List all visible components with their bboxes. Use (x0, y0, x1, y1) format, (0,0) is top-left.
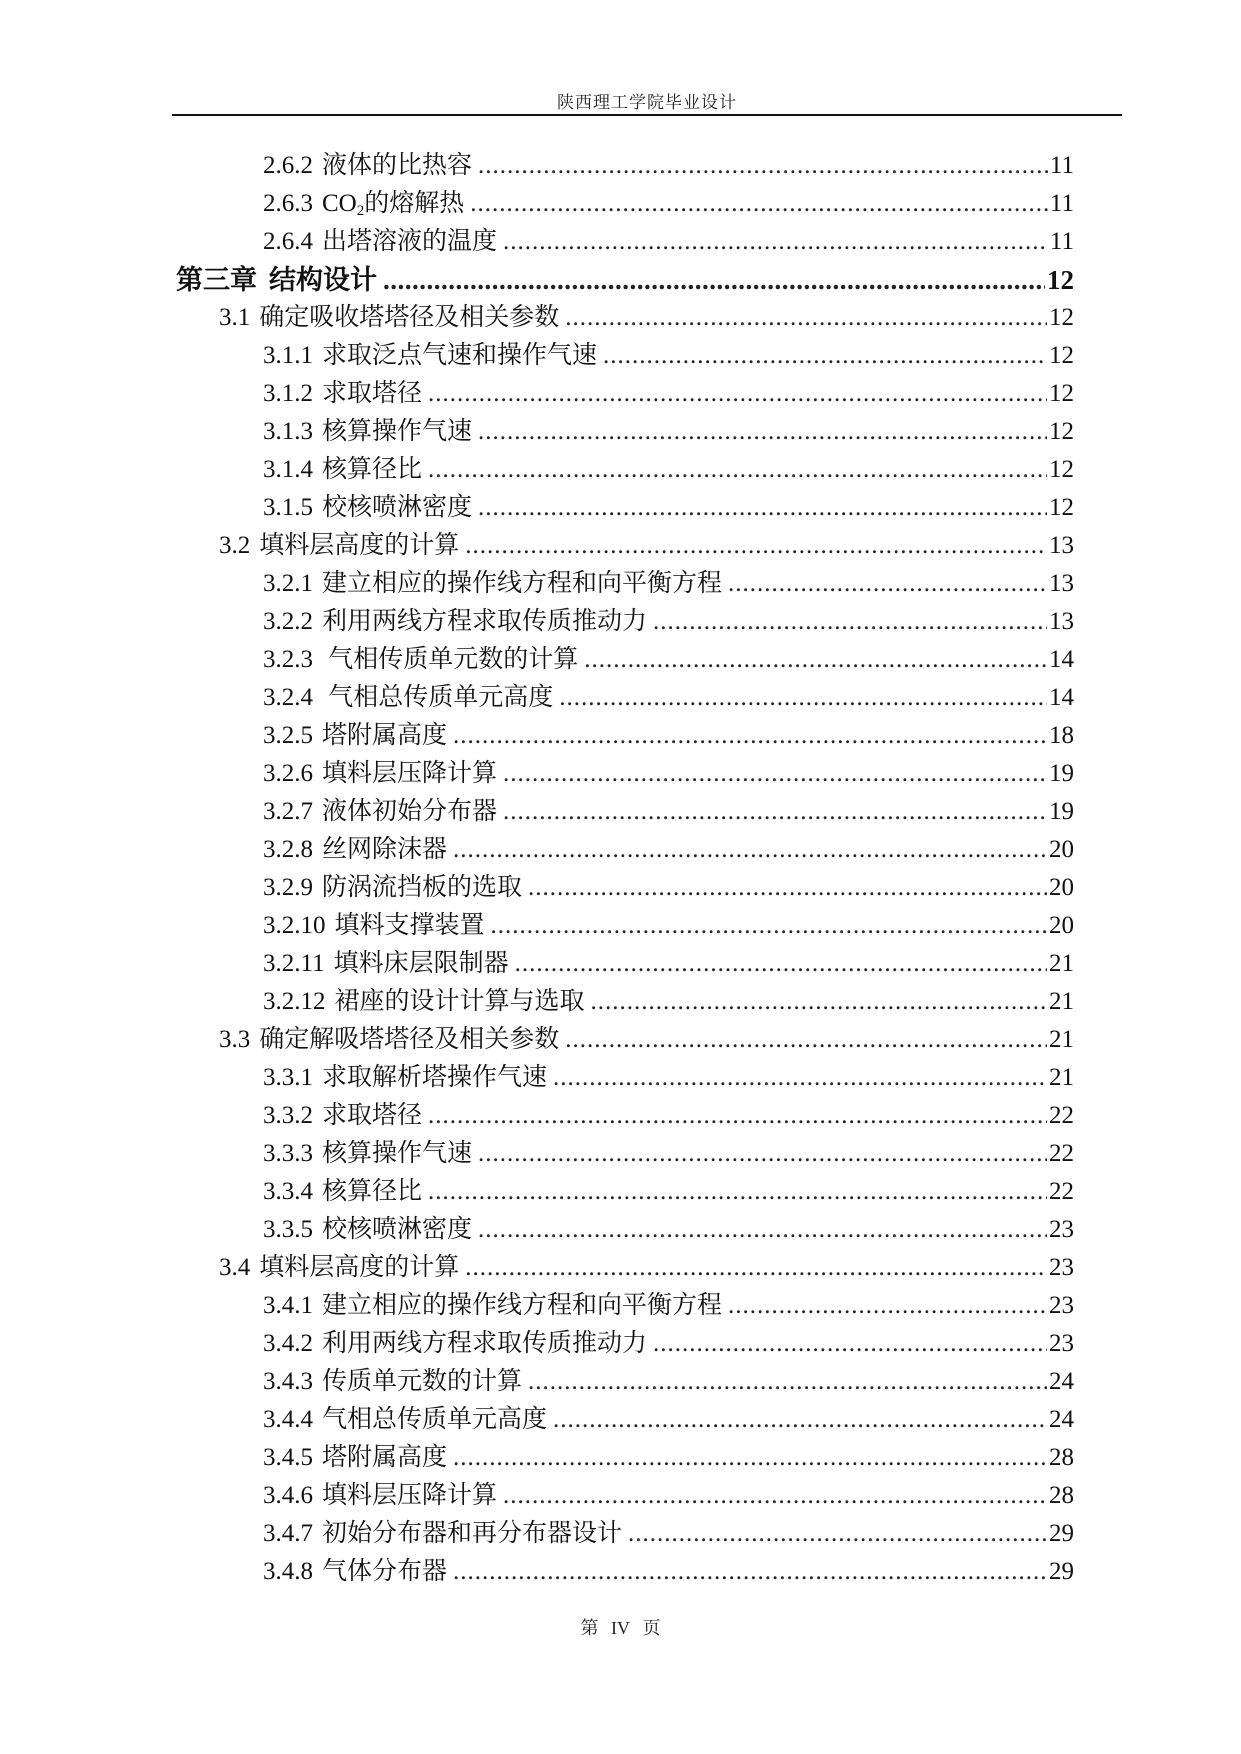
toc-entry-number: 3.2.2 (263, 608, 313, 635)
toc-entry-number: 3.2.11 (263, 950, 325, 977)
toc-entry[interactable] (0, 562, 1241, 600)
toc-entry-title: 初始分布器和再分布器设计 (322, 1520, 623, 1547)
toc-entry-number: 3.1 (219, 304, 251, 331)
footer-prefix: 第 (580, 1618, 599, 1638)
toc-entry-title (313, 188, 464, 220)
dot-leader (465, 1252, 1047, 1284)
toc-entry-number: 第三章 (176, 265, 257, 295)
toc-entry[interactable] (0, 752, 1241, 790)
dot-leader (453, 1442, 1047, 1474)
toc-entry-page: 12 (1047, 265, 1074, 295)
toc-entry[interactable] (0, 334, 1241, 372)
toc-entry-title: 填料层压降计算 (322, 1482, 498, 1509)
toc-entry-page: 14 (1049, 646, 1074, 673)
toc-entry-page: 21 (1049, 950, 1074, 977)
toc-entry-page: 13 (1049, 608, 1074, 635)
toc-entry[interactable] (0, 866, 1241, 904)
toc-entry-title: 出塔溶液的温度 (322, 228, 498, 255)
toc-entry-number: 3.4.7 (263, 1520, 313, 1547)
toc-entry-number: 3.2.4 (263, 684, 313, 711)
dot-leader (565, 302, 1047, 334)
toc-entry[interactable] (0, 182, 1241, 220)
dot-leader (453, 720, 1047, 752)
dot-leader (503, 226, 1048, 258)
dot-leader (528, 872, 1047, 904)
toc-entry-page: 12 (1049, 342, 1074, 369)
toc-entry-number: 2.6.3 (263, 190, 313, 217)
toc-entry-page: 28 (1049, 1444, 1074, 1471)
toc-entry-title: 气相总传质单元高度 (322, 684, 554, 711)
toc-section-entry[interactable] (0, 524, 1241, 562)
toc-entry-title: 确定吸收塔塔径及相关参数 (259, 304, 560, 331)
toc-entry-title: 建立相应的操作线方程和向平衡方程 (322, 1292, 723, 1319)
toc-entry[interactable] (0, 144, 1241, 182)
toc-entry-title: 利用两线方程求取传质推动力 (322, 608, 648, 635)
toc-entry-title: 求取解析塔操作气速 (322, 1064, 548, 1091)
title-rest: 的熔解热 (364, 190, 465, 217)
toc-entry-number: 3.3.4 (263, 1178, 313, 1205)
dot-leader (503, 1480, 1047, 1512)
toc-entry-number: 3.3.5 (263, 1216, 313, 1243)
dot-leader (603, 340, 1047, 372)
toc-entry-page: 23 (1049, 1292, 1074, 1319)
toc-entry-page: 12 (1049, 494, 1074, 521)
page-number: IV (611, 1618, 630, 1638)
dot-leader (553, 1404, 1047, 1436)
toc-entry-title: 气相传质单元数的计算 (322, 646, 579, 673)
toc-entry-page: 22 (1049, 1178, 1074, 1205)
toc-entry-title: 气体分布器 (322, 1558, 448, 1585)
toc-entry-number: 3.1.1 (263, 342, 313, 369)
toc-entry[interactable] (0, 1550, 1241, 1588)
toc-section-entry[interactable] (0, 296, 1241, 334)
toc-entry-title: 填料支撑装置 (334, 912, 485, 939)
toc-entry-number: 3.3.1 (263, 1064, 313, 1091)
toc-entry[interactable] (0, 486, 1241, 524)
toc-entry-page: 28 (1049, 1482, 1074, 1509)
toc-entry-number: 3.4 (219, 1254, 251, 1281)
toc-entry-page: 12 (1049, 456, 1074, 483)
toc-entry-title: 校核喷淋密度 (322, 494, 473, 521)
toc-entry-page: 29 (1049, 1520, 1074, 1547)
dot-leader (515, 948, 1047, 980)
toc-entry-number: 3.1.3 (263, 418, 313, 445)
toc-entry[interactable] (0, 1056, 1241, 1094)
dot-leader (728, 568, 1047, 600)
toc-entry-title: 求取塔径 (322, 1102, 423, 1129)
toc-entry-number: 3.4.4 (263, 1406, 313, 1433)
dot-leader (528, 1366, 1047, 1398)
toc-entry-title: 传质单元数的计算 (322, 1368, 523, 1395)
toc-entry-number: 3.3.3 (263, 1140, 313, 1167)
dot-leader (503, 758, 1047, 790)
toc-entry[interactable] (0, 1132, 1241, 1170)
toc-entry[interactable] (0, 600, 1241, 638)
toc-entry[interactable] (0, 1322, 1241, 1360)
toc-entry-title: 结构设计 (269, 265, 377, 295)
dot-leader (428, 378, 1047, 410)
toc-entry-number: 3.2.7 (263, 798, 313, 825)
toc-entry-page: 23 (1049, 1330, 1074, 1357)
toc-entry-title: 利用两线方程求取传质推动力 (322, 1330, 648, 1357)
toc-entry[interactable] (0, 372, 1241, 410)
toc-entry[interactable] (0, 410, 1241, 448)
toc-entry-number: 3.2.9 (263, 874, 313, 901)
toc-entry-title: 核算操作气速 (322, 1140, 473, 1167)
toc-entry-page: 12 (1049, 380, 1074, 407)
toc-entry[interactable] (0, 1208, 1241, 1246)
toc-entry-number: 3.2.3 (263, 646, 313, 673)
toc-entry-title: 防涡流挡板的选取 (322, 874, 523, 901)
dot-leader (565, 1024, 1047, 1056)
toc-entry-number: 3.3 (219, 1026, 251, 1053)
toc-entry[interactable] (0, 1170, 1241, 1208)
toc-entry-title: 塔附属高度 (322, 1444, 448, 1471)
toc-entry-title: 丝网除沫器 (322, 836, 448, 863)
toc-entry-page: 18 (1049, 722, 1074, 749)
toc-entry-title: 填料床层限制器 (333, 950, 509, 977)
toc-entry[interactable] (0, 790, 1241, 828)
dot-leader (478, 150, 1048, 182)
toc-section-entry[interactable] (0, 1246, 1241, 1284)
toc-entry-number: 3.4.3 (263, 1368, 313, 1395)
toc-entry-page: 29 (1049, 1558, 1074, 1585)
toc-entry-number: 3.3.2 (263, 1102, 313, 1129)
toc-section-entry[interactable] (0, 1018, 1241, 1056)
toc-entry-page: 21 (1049, 1064, 1074, 1091)
toc-entry[interactable] (0, 1436, 1241, 1474)
toc-entry-number: 3.1.4 (263, 456, 313, 483)
dot-leader (503, 796, 1047, 828)
dot-leader (478, 1138, 1047, 1170)
toc-entry-page: 19 (1049, 798, 1074, 825)
toc-entry-title: 填料层压降计算 (322, 760, 498, 787)
toc-entry-number: 3.2.12 (263, 988, 326, 1015)
dot-leader (628, 1518, 1047, 1550)
toc-entry-page: 13 (1049, 570, 1074, 597)
dot-leader (478, 416, 1047, 448)
toc-entry-page: 20 (1049, 874, 1074, 901)
dot-leader (428, 1100, 1047, 1132)
toc-entry[interactable] (0, 676, 1241, 714)
toc-entry-number: 3.2.10 (263, 912, 326, 939)
toc-entry-title: 裙座的设计计算与选取 (334, 988, 585, 1015)
toc-entry-number: 3.4.1 (263, 1292, 313, 1319)
toc-entry-number: 3.1.2 (263, 380, 313, 407)
dot-leader (591, 986, 1047, 1018)
dot-leader (478, 1214, 1047, 1246)
page-footer (0, 1614, 1241, 1640)
toc-entry-page: 23 (1049, 1254, 1074, 1281)
toc-entry-number: 3.2 (219, 532, 251, 559)
dot-leader (383, 264, 1045, 296)
toc-entry[interactable] (0, 1284, 1241, 1322)
toc-entry[interactable] (0, 1398, 1241, 1436)
toc-entry-title: 核算操作气速 (322, 418, 473, 445)
footer-suffix: 页 (642, 1618, 661, 1638)
toc-entry-page: 11 (1049, 190, 1074, 217)
dot-leader (728, 1290, 1047, 1322)
dot-leader (465, 530, 1047, 562)
toc-entry-number: 3.2.6 (263, 760, 313, 787)
page-header: 陕西理工学院毕业设计 (557, 93, 737, 112)
dot-leader (428, 1176, 1047, 1208)
toc-entry-page: 22 (1049, 1102, 1074, 1129)
toc-entry-number: 3.1.5 (263, 494, 313, 521)
toc-entry-title: 液体的比热容 (322, 152, 473, 179)
toc-entry-number: 3.4.5 (263, 1444, 313, 1471)
toc-entry[interactable] (0, 448, 1241, 486)
toc-entry-number: 2.6.4 (263, 228, 313, 255)
toc-chapter-entry[interactable] (0, 258, 1241, 296)
toc-entry[interactable] (0, 1094, 1241, 1132)
toc-entry-title: 建立相应的操作线方程和向平衡方程 (322, 570, 723, 597)
toc-entry-title: 校核喷淋密度 (322, 1216, 473, 1243)
dot-leader (470, 188, 1048, 220)
toc-entry-title: 气相总传质单元高度 (322, 1406, 548, 1433)
toc-entry-title: 核算径比 (322, 456, 423, 483)
toc-entry-number: 3.2.8 (263, 836, 313, 863)
toc-entry[interactable] (0, 638, 1241, 676)
toc-entry[interactable] (0, 1474, 1241, 1512)
toc-entry-page: 11 (1049, 228, 1074, 255)
toc-entry-page: 12 (1049, 304, 1074, 331)
toc-entry[interactable] (0, 942, 1241, 980)
toc-entry-page: 21 (1049, 1026, 1074, 1053)
toc-entry[interactable] (0, 1360, 1241, 1398)
toc-entry-title: 塔附属高度 (322, 722, 448, 749)
toc-entry-page: 19 (1049, 760, 1074, 787)
toc-entry-page: 22 (1049, 1140, 1074, 1167)
toc-entry-number: 2.6.2 (263, 152, 313, 179)
toc-entry-number: 3.2.5 (263, 722, 313, 749)
formula-subscript: 2 (356, 203, 365, 219)
toc-entry-title: 核算径比 (322, 1178, 423, 1205)
toc-entry-title: 确定解吸塔塔径及相关参数 (259, 1026, 560, 1053)
dot-leader (453, 834, 1047, 866)
dot-leader (559, 682, 1047, 714)
toc-entry-page: 24 (1049, 1368, 1074, 1395)
toc-entry-number: 3.4.6 (263, 1482, 313, 1509)
toc-entry-page: 14 (1049, 684, 1074, 711)
toc-entry-page: 23 (1049, 1216, 1074, 1243)
toc-entry-page: 24 (1049, 1406, 1074, 1433)
toc-entry-title: 液体初始分布器 (322, 798, 498, 825)
toc-entry[interactable] (0, 904, 1241, 942)
toc-entry-number: 3.4.2 (263, 1330, 313, 1357)
toc-entry-number: 3.2.1 (263, 570, 313, 597)
toc-entry-number: 3.4.8 (263, 1558, 313, 1585)
toc-entry-title: 求取塔径 (322, 380, 423, 407)
dot-leader (584, 644, 1047, 676)
toc-entry-title: 求取泛点气速和操作气速 (322, 342, 598, 369)
toc-entry[interactable] (0, 1512, 1241, 1550)
toc-entry-page: 11 (1049, 152, 1074, 179)
toc-entry-page: 20 (1049, 912, 1074, 939)
toc-entry[interactable] (0, 714, 1241, 752)
dot-leader (478, 492, 1047, 524)
dot-leader (491, 910, 1047, 942)
toc-entry-page: 20 (1049, 836, 1074, 863)
dot-leader (553, 1062, 1047, 1094)
dot-leader (653, 606, 1047, 638)
dot-leader (453, 1556, 1047, 1588)
toc-entry[interactable] (0, 980, 1241, 1018)
dot-leader (653, 1328, 1047, 1360)
toc-entry-page: 12 (1049, 418, 1074, 445)
toc-entry[interactable] (0, 220, 1241, 258)
toc-entry-title: 填料层高度的计算 (259, 532, 460, 559)
toc-entry[interactable] (0, 828, 1241, 866)
toc-entry-page: 21 (1049, 988, 1074, 1015)
toc-entry-page: 13 (1049, 532, 1074, 559)
dot-leader (428, 454, 1047, 486)
formula-co: CO (322, 190, 357, 217)
toc-entry-title: 填料层高度的计算 (259, 1254, 460, 1281)
